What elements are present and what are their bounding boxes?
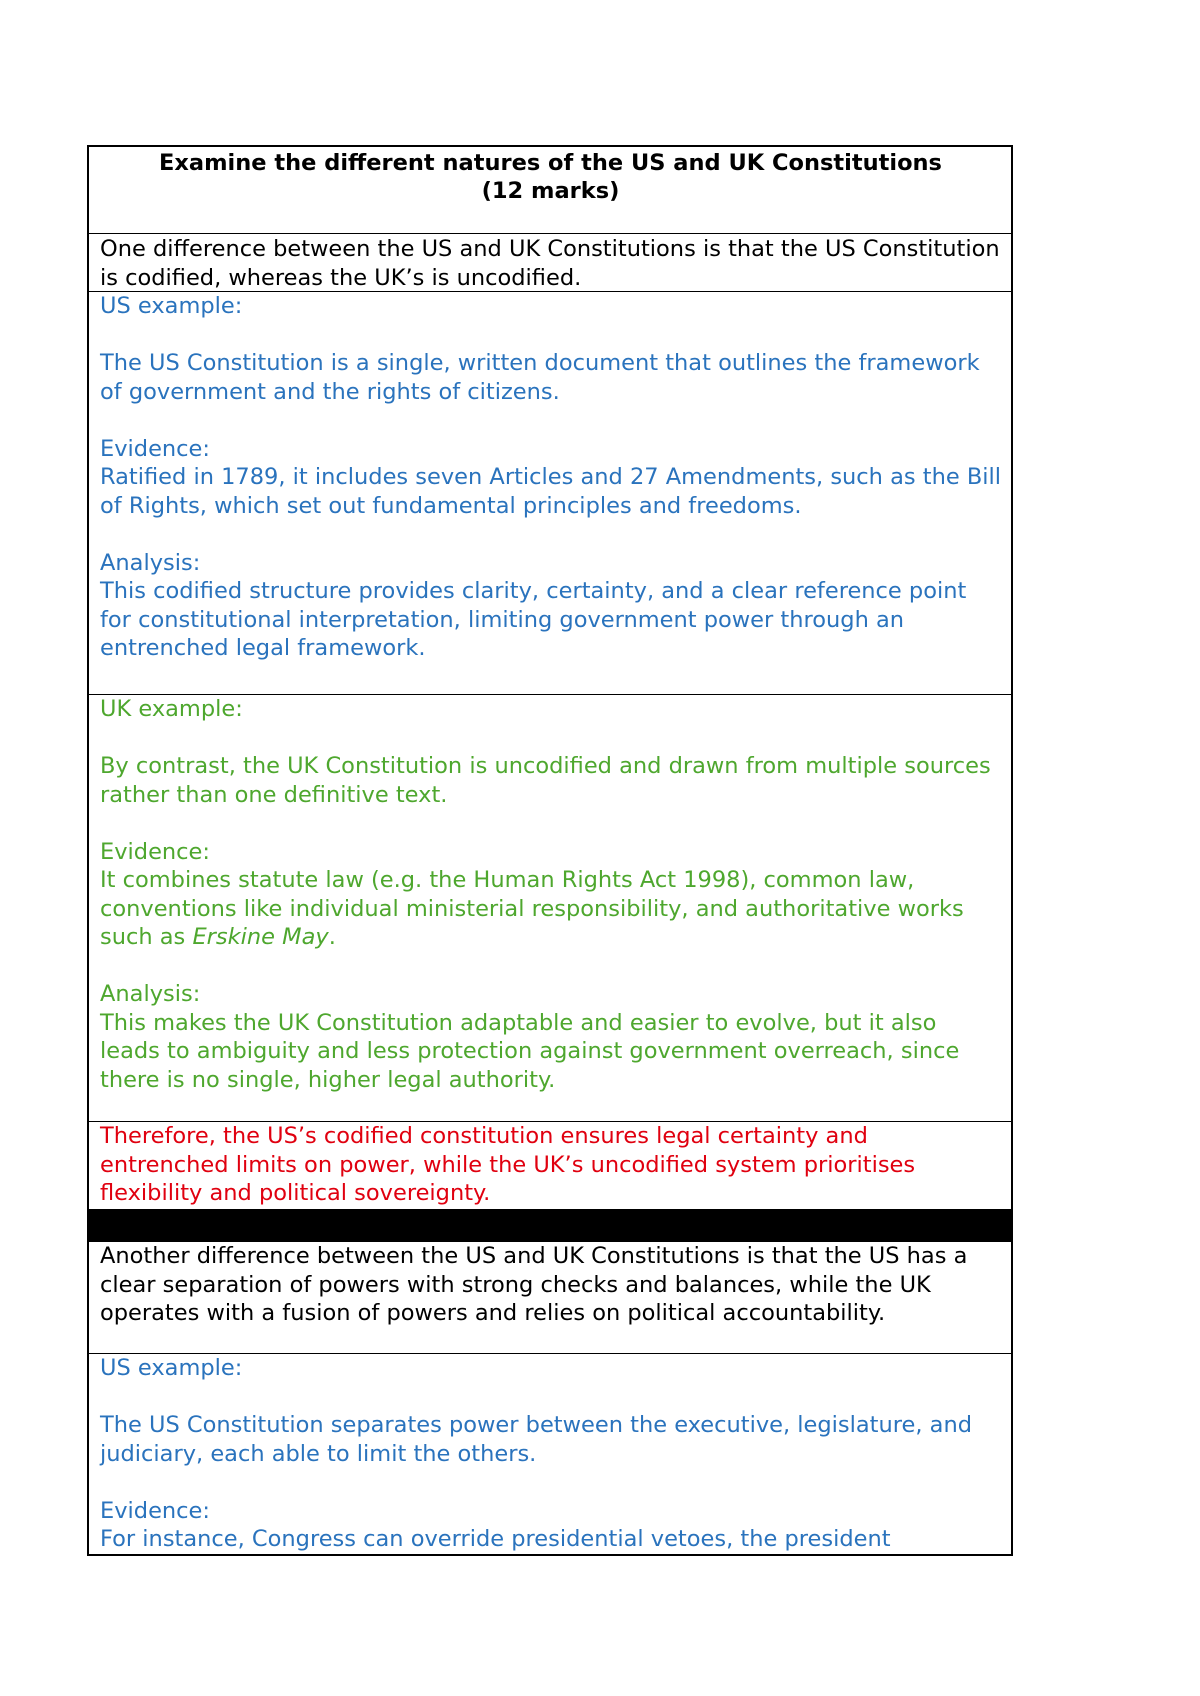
question-title-cell [89, 147, 1011, 234]
us-evidence-text: Ratified in 1789, it includes seven Articles and 27 Amendments, such as the Bill of Rights, which set out fundamental principles and freedoms. [100, 464, 1002, 519]
us-evidence-2-label: Evidence: [100, 1497, 210, 1524]
us-evidence-label: Evidence: [100, 435, 210, 462]
us-example-2-body: The US Constitution separates power between the executive, legislature, and judiciary, each able to limit the others. [100, 1412, 972, 1467]
us-example-2-cell [89, 1354, 1011, 1554]
us-analysis-label: Analysis: [100, 549, 201, 576]
erskine-may-italic: Erskine May [192, 924, 329, 950]
conclusion-1-cell [89, 1122, 1011, 1210]
uk-analysis-label: Analysis: [100, 981, 201, 1007]
us-evidence-2-text: For instance, Congress can override presidential vetoes, the president [100, 1526, 891, 1552]
us-example-1-cell [89, 292, 1011, 695]
uk-example-body: By contrast, the UK Constitution is uncodified and drawn from multiple sources rather than one definitive text. [100, 753, 991, 808]
point-1-text: One difference between the US and UK Constitutions is that the US Constitution is codified, whereas the UK’s is uncodified. [100, 236, 1000, 291]
uk-example-1-cell [89, 695, 1011, 1122]
point-1-cell [89, 234, 1011, 292]
us-example-2-heading: US example: [100, 1355, 243, 1381]
question-marks: (12 marks) [481, 178, 620, 204]
essay-plan-table [87, 145, 1013, 1556]
question-title: Examine the different natures of the US and UK Constitutions [159, 150, 942, 176]
point-2-text: Another difference between the US and UK Constitutions is that the US has a clear separation of powers with strong checks and balances, while the UK operates with a fusion of powers and relies on political accountability. [100, 1243, 968, 1326]
uk-evidence-text: It combines statute law (e.g. the Human Rights Act 1998), common law, conventions like individual ministerial responsibility, and authoritative works such as Erskine May. [100, 867, 964, 950]
uk-analysis-text: This makes the UK Constitution adaptable and easier to evolve, but it also leads to ambiguity and less protection against government overreach, since there is no single, higher legal authority. [100, 1009, 960, 1093]
us-analysis-text: This codified structure provides clarity, certainty, and a clear reference point for constitutional interpretation, limiting government power through an entrenched legal framework. [100, 578, 967, 661]
point-2-cell [89, 1241, 1011, 1354]
uk-evidence-label: Evidence: [100, 838, 210, 865]
us-example-heading: US example: [100, 293, 243, 319]
section-divider-bar [89, 1210, 1011, 1241]
us-example-body: The US Constitution is a single, written document that outlines the framework of government and the rights of citizens. [100, 350, 980, 405]
conclusion-1-text: Therefore, the US’s codified constitution ensures legal certainty and entrenched limits on power, while the UK’s uncodified system prioritises flexibility and political sovereignty. [100, 1123, 916, 1206]
uk-example-heading: UK example: [100, 696, 243, 722]
